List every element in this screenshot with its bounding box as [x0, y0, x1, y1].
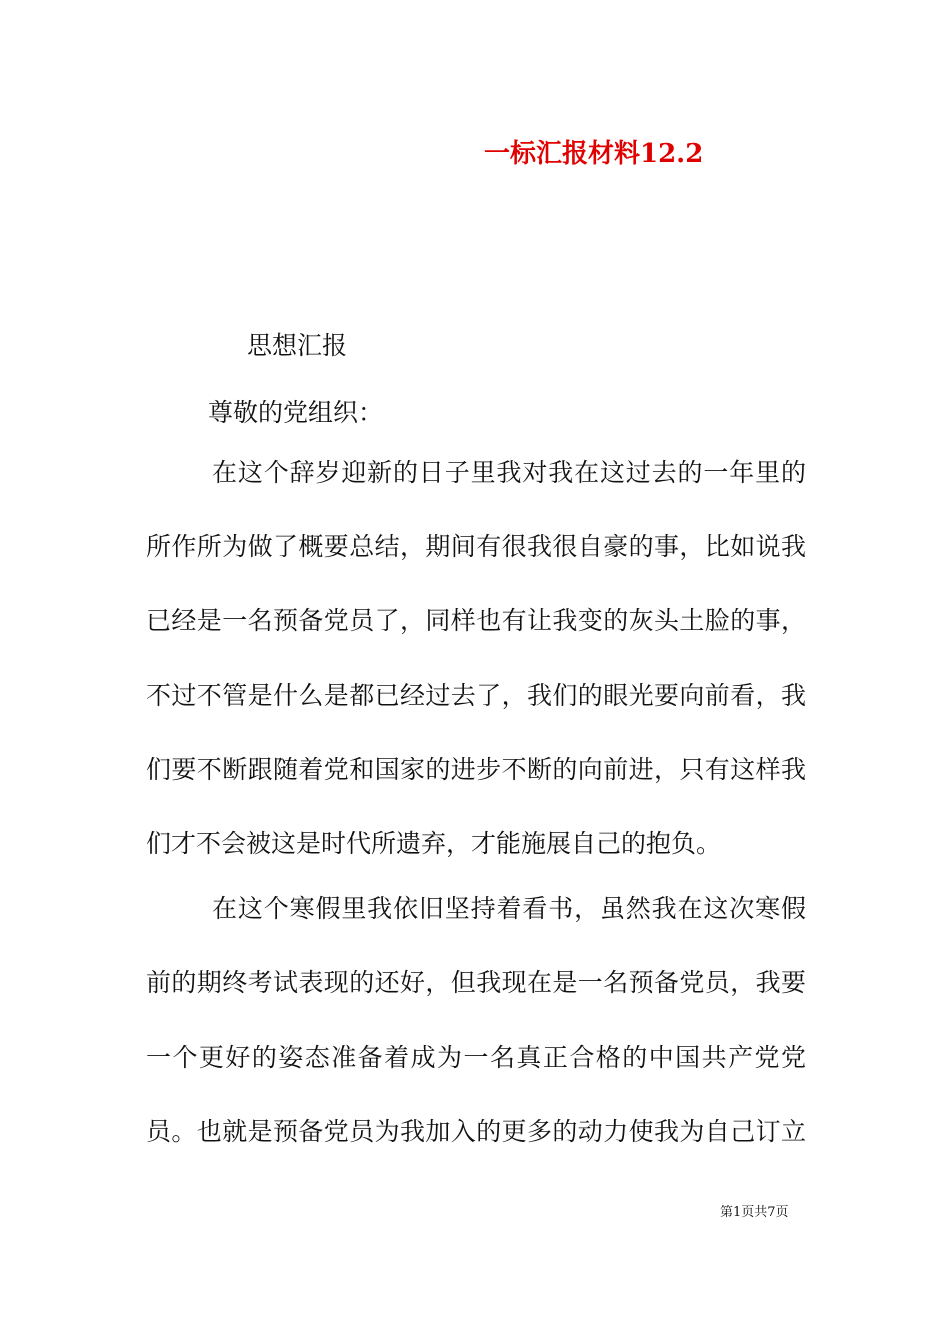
paragraph-line: 员。也就是预备党员为我加入的更多的动力使我为自己订立	[146, 1117, 806, 1146]
page-number-footer: 第1页共7页	[720, 1205, 789, 1220]
salutation: 尊敬的党组织：	[208, 398, 384, 427]
paragraph-line: 所作所为做了概要总结，期间有很我很自豪的事，比如说我	[146, 532, 806, 561]
report-heading: 思想汇报	[247, 331, 348, 360]
paragraph-line: 不过不管是什么是都已经过去了，我们的眼光要向前看，我	[146, 681, 806, 710]
paragraph-line: 前的期终考试表现的还好，但我现在是一名预备党员，我要	[146, 968, 806, 997]
document-title: 一标汇报材料12.2	[484, 139, 704, 169]
paragraph-line: 们要不断跟随着党和国家的进步不断的向前进，只有这样我	[146, 755, 806, 784]
paragraph-line: 一个更好的姿态准备着成为一名真正合格的中国共产党党	[146, 1043, 806, 1072]
paragraph-line: 在这个寒假里我依旧坚持着看书，虽然我在这次寒假	[212, 894, 806, 923]
paragraph-line: 们才不会被这是时代所遗弃，才能施展自己的抱负。	[146, 829, 722, 858]
paragraph-line: 已经是一名预备党员了，同样也有让我变的灰头土脸的事，	[146, 606, 806, 635]
paragraph-line: 在这个辞岁迎新的日子里我对我在这过去的一年里的	[212, 458, 806, 487]
